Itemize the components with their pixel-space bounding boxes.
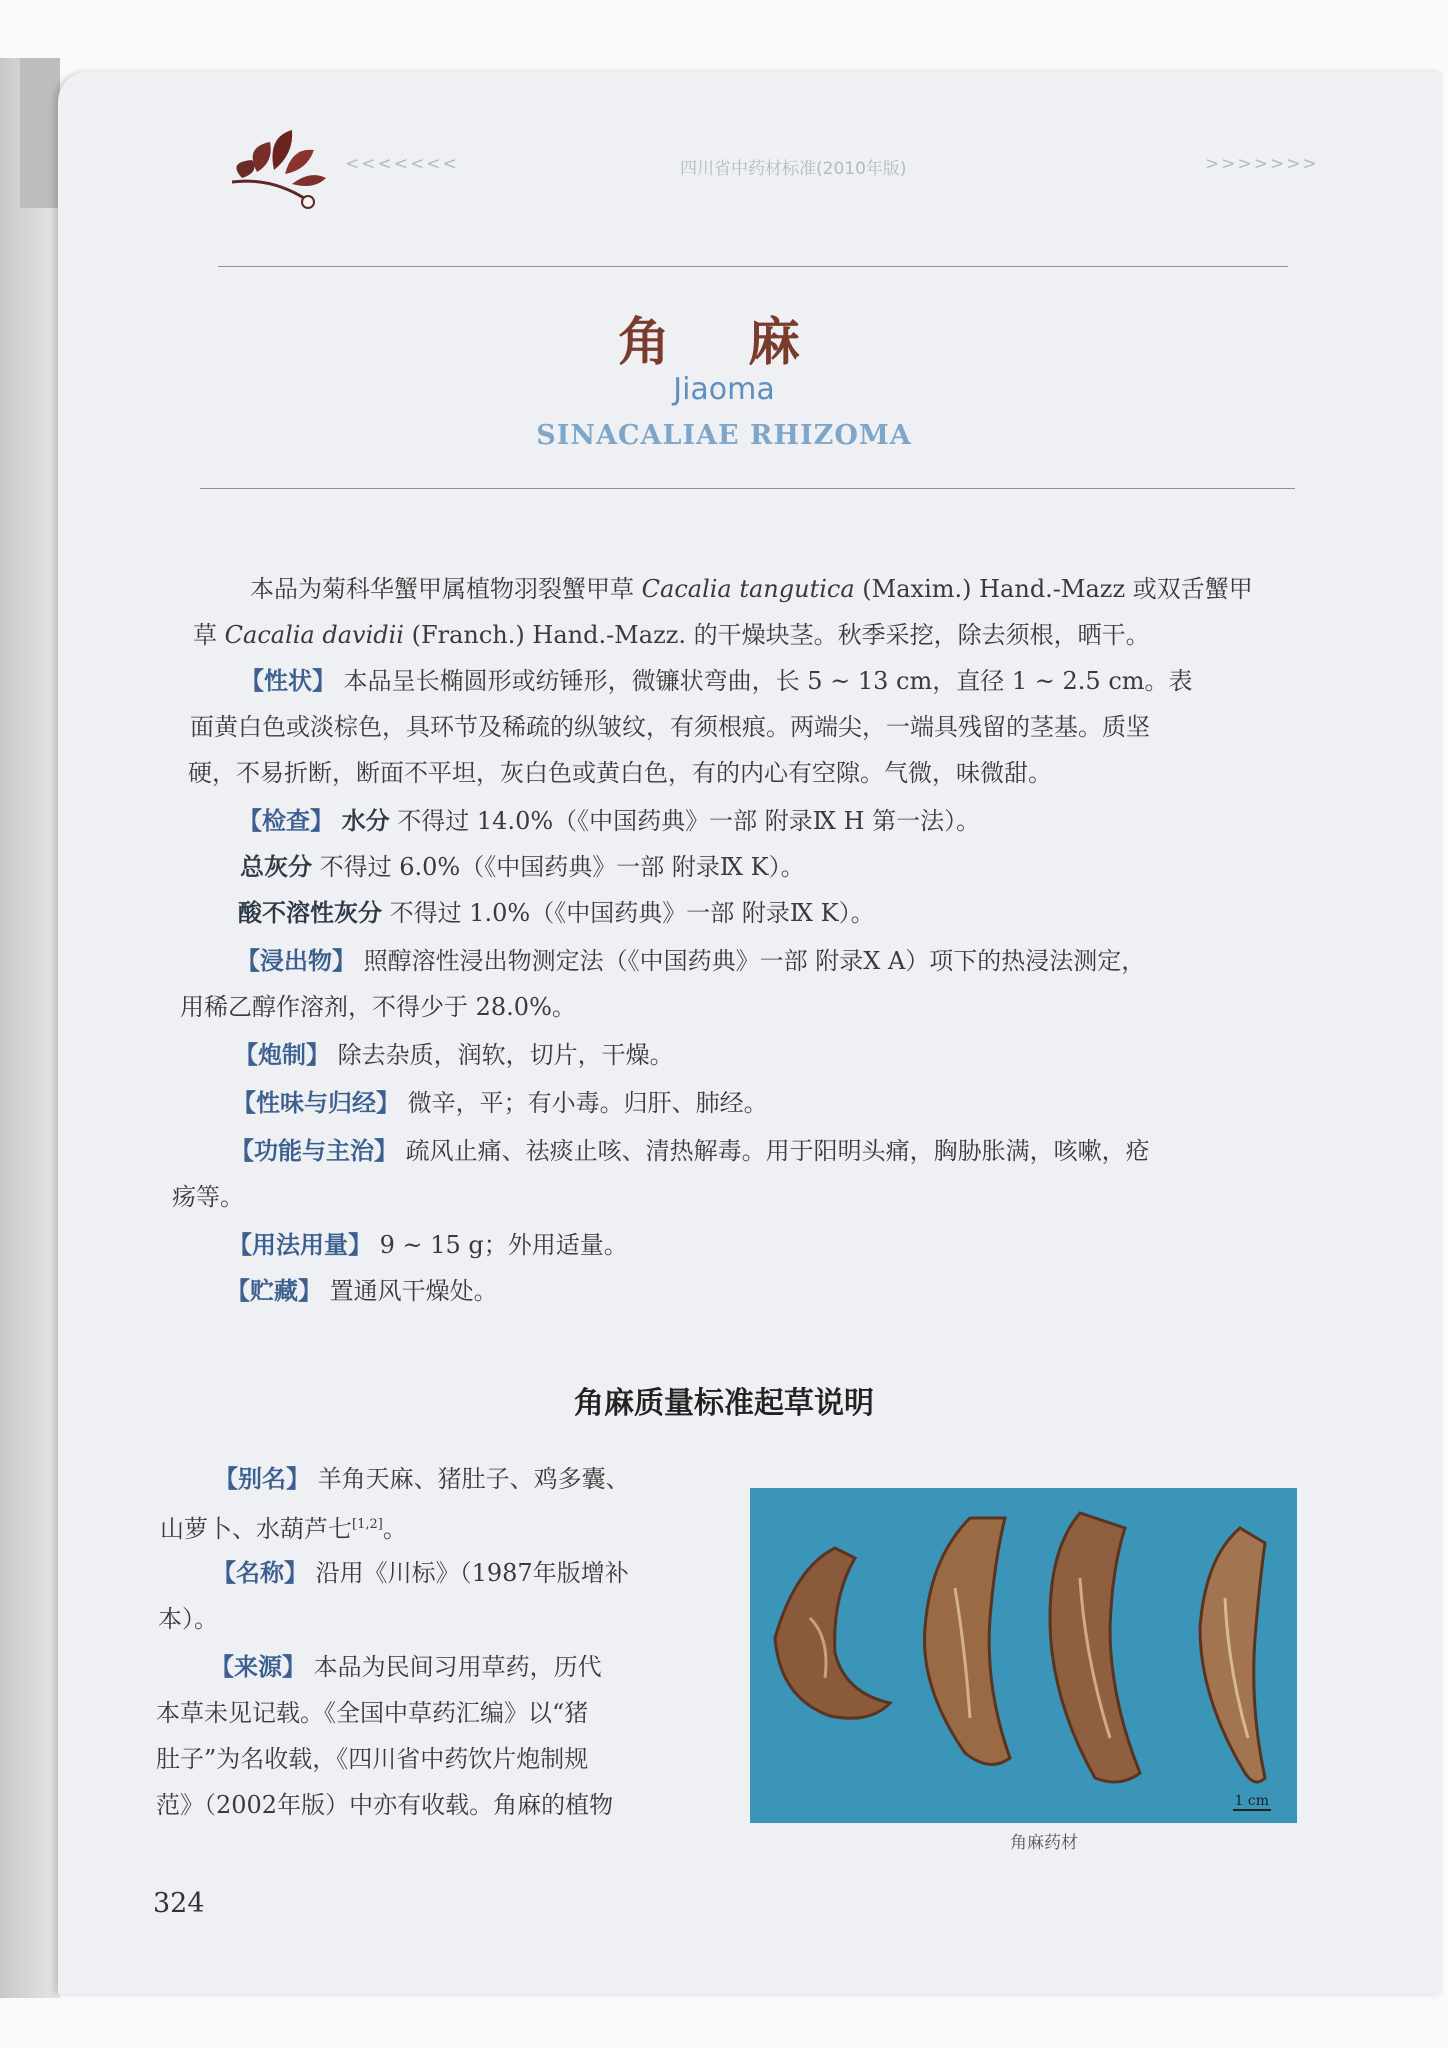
jiancha-line-3	[238, 890, 875, 936]
item-label: 水分	[341, 807, 390, 835]
intro-text: (Franch.) Hand.-Mazz. 的干燥块茎。秋季采挖，除去须根，晒干。	[403, 621, 1150, 649]
intro-line-2	[193, 612, 1150, 658]
section-title: 角麻质量标准起草说明	[574, 1386, 874, 1421]
item-text: 不得过 1.0%（《中国药典》一部 附录Ⅸ K）。	[382, 899, 875, 927]
section-text: 本品呈长椭圆形或纺锤形，微镰状弯曲，长 5 ~ 13 cm，直径 1 ~ 2.5 cm。表	[336, 667, 1193, 695]
section-text: 除去杂质，润软，切片，干燥。	[330, 1041, 674, 1069]
title-chinese: 角 麻	[617, 312, 831, 373]
scale-bar: 1 cm	[1234, 1793, 1269, 1809]
section-label: 【名称】	[212, 1559, 308, 1587]
jiancha-line-1	[238, 798, 980, 844]
jinchuwu-line-1	[236, 938, 1145, 984]
section-label: 【浸出物】	[236, 947, 356, 975]
laiyuan-line-3: 肚子”为名收载，《四川省中药饮片炮制规	[156, 1745, 589, 1773]
item-text: 不得过 6.0%（《中国药典》一部 附录Ⅸ K）。	[312, 853, 805, 881]
jinchuwu-line-2: 用稀乙醇作溶剂，不得少于 28.0%。	[180, 993, 576, 1021]
leaf-ornament-icon	[222, 112, 332, 212]
figure-caption: 角麻药材	[1010, 1833, 1078, 1853]
section-label: 【炮制】	[234, 1041, 330, 1069]
gongneng-line-2: 疡等。	[172, 1183, 244, 1211]
xingzhuang-line-1	[240, 658, 1193, 704]
section-label: 【用法用量】	[228, 1231, 372, 1259]
book-edge	[20, 58, 60, 208]
title-top-rule	[218, 266, 1288, 267]
intro-line-1	[250, 566, 1253, 612]
zhucang-line	[226, 1268, 498, 1314]
title-bottom-rule	[200, 488, 1295, 489]
section-label: 【贮藏】	[226, 1277, 322, 1305]
laiyuan-line-1	[210, 1644, 602, 1690]
mingcheng-line-1	[212, 1550, 629, 1596]
section-text: 羊角天麻、猪肚子、鸡多囊、	[310, 1465, 630, 1493]
paozhi-line	[234, 1032, 674, 1078]
species-name: Cacalia davidii	[224, 621, 404, 649]
title-pinyin: Jiaoma	[673, 372, 775, 407]
section-text: 山萝卜、水葫芦七	[160, 1515, 352, 1543]
title-latin: SINACALIAE RHIZOMA	[536, 420, 912, 451]
page-number: 324	[153, 1888, 205, 1919]
xingwei-line	[232, 1080, 768, 1126]
herb-photo	[750, 1488, 1297, 1823]
header-left-arrows: <<<<<<<	[345, 154, 459, 174]
section-text: 9 ~ 15 g；外用适量。	[372, 1231, 628, 1259]
section-label: 【来源】	[210, 1653, 306, 1681]
mingcheng-line-2: 本）。	[158, 1605, 218, 1633]
jiancha-line-2	[240, 844, 805, 890]
section-label: 【功能与主治】	[230, 1137, 398, 1165]
bieming-line-1	[214, 1456, 630, 1502]
section-text: 置通风干燥处。	[322, 1277, 498, 1305]
section-label: 【别名】	[214, 1465, 310, 1493]
header-right-arrows: >>>>>>>	[1205, 154, 1319, 174]
item-label: 酸不溶性灰分	[238, 899, 382, 927]
section-text: 照醇溶性浸出物测定法（《中国药典》一部 附录X A）项下的热浸法测定，	[356, 947, 1146, 975]
section-label: 【性味与归经】	[232, 1089, 400, 1117]
intro-text: 草	[193, 621, 225, 649]
xingzhuang-line-2: 面黄白色或淡棕色，具环节及稀疏的纵皱纹，有须根痕。两端尖，一端具残留的茎基。质坚	[190, 713, 1150, 741]
xingzhuang-line-3: 硬，不易折断，断面不平坦，灰白色或黄白色，有的内心有空隙。气微，味微甜。	[188, 759, 1052, 787]
intro-text: (Maxim.) Hand.-Mazz 或双舌蟹甲	[854, 575, 1253, 603]
section-label: 【检查】	[238, 807, 334, 835]
bieming-line-2	[160, 1502, 407, 1552]
section-text: 微辛，平；有小毒。归肝、肺经。	[400, 1089, 768, 1117]
intro-text: 本品为菊科华蟹甲属植物羽裂蟹甲草	[250, 575, 642, 603]
header-running-title: 四川省中药材标准(2010年版)	[680, 159, 907, 179]
laiyuan-line-4: 范》（2002年版）中亦有收载。角麻的植物	[156, 1791, 614, 1819]
species-name: Cacalia tangutica	[641, 575, 855, 603]
section-text: 。	[382, 1515, 407, 1543]
section-text: 本品为民间习用草药，历代	[306, 1653, 602, 1681]
section-text: 疏风止痛、祛痰止咳、清热解毒。用于阳明头痛，胸胁胀满，咳嗽，疮	[398, 1137, 1150, 1165]
laiyuan-line-2: 本草未见记载。《全国中草药汇编》以“猪	[156, 1699, 589, 1727]
yongfa-line	[228, 1222, 628, 1268]
section-label: 【性状】	[240, 667, 336, 695]
item-label: 总灰分	[240, 853, 312, 881]
section-text: 沿用《川标》（1987年版增补	[308, 1559, 629, 1587]
item-text: 不得过 14.0%（《中国药典》一部 附录Ⅸ H 第一法）。	[389, 807, 981, 835]
reference-mark: [1,2]	[352, 1517, 383, 1532]
rhizome-pieces-image	[750, 1488, 1297, 1823]
gongneng-line-1	[230, 1128, 1150, 1174]
